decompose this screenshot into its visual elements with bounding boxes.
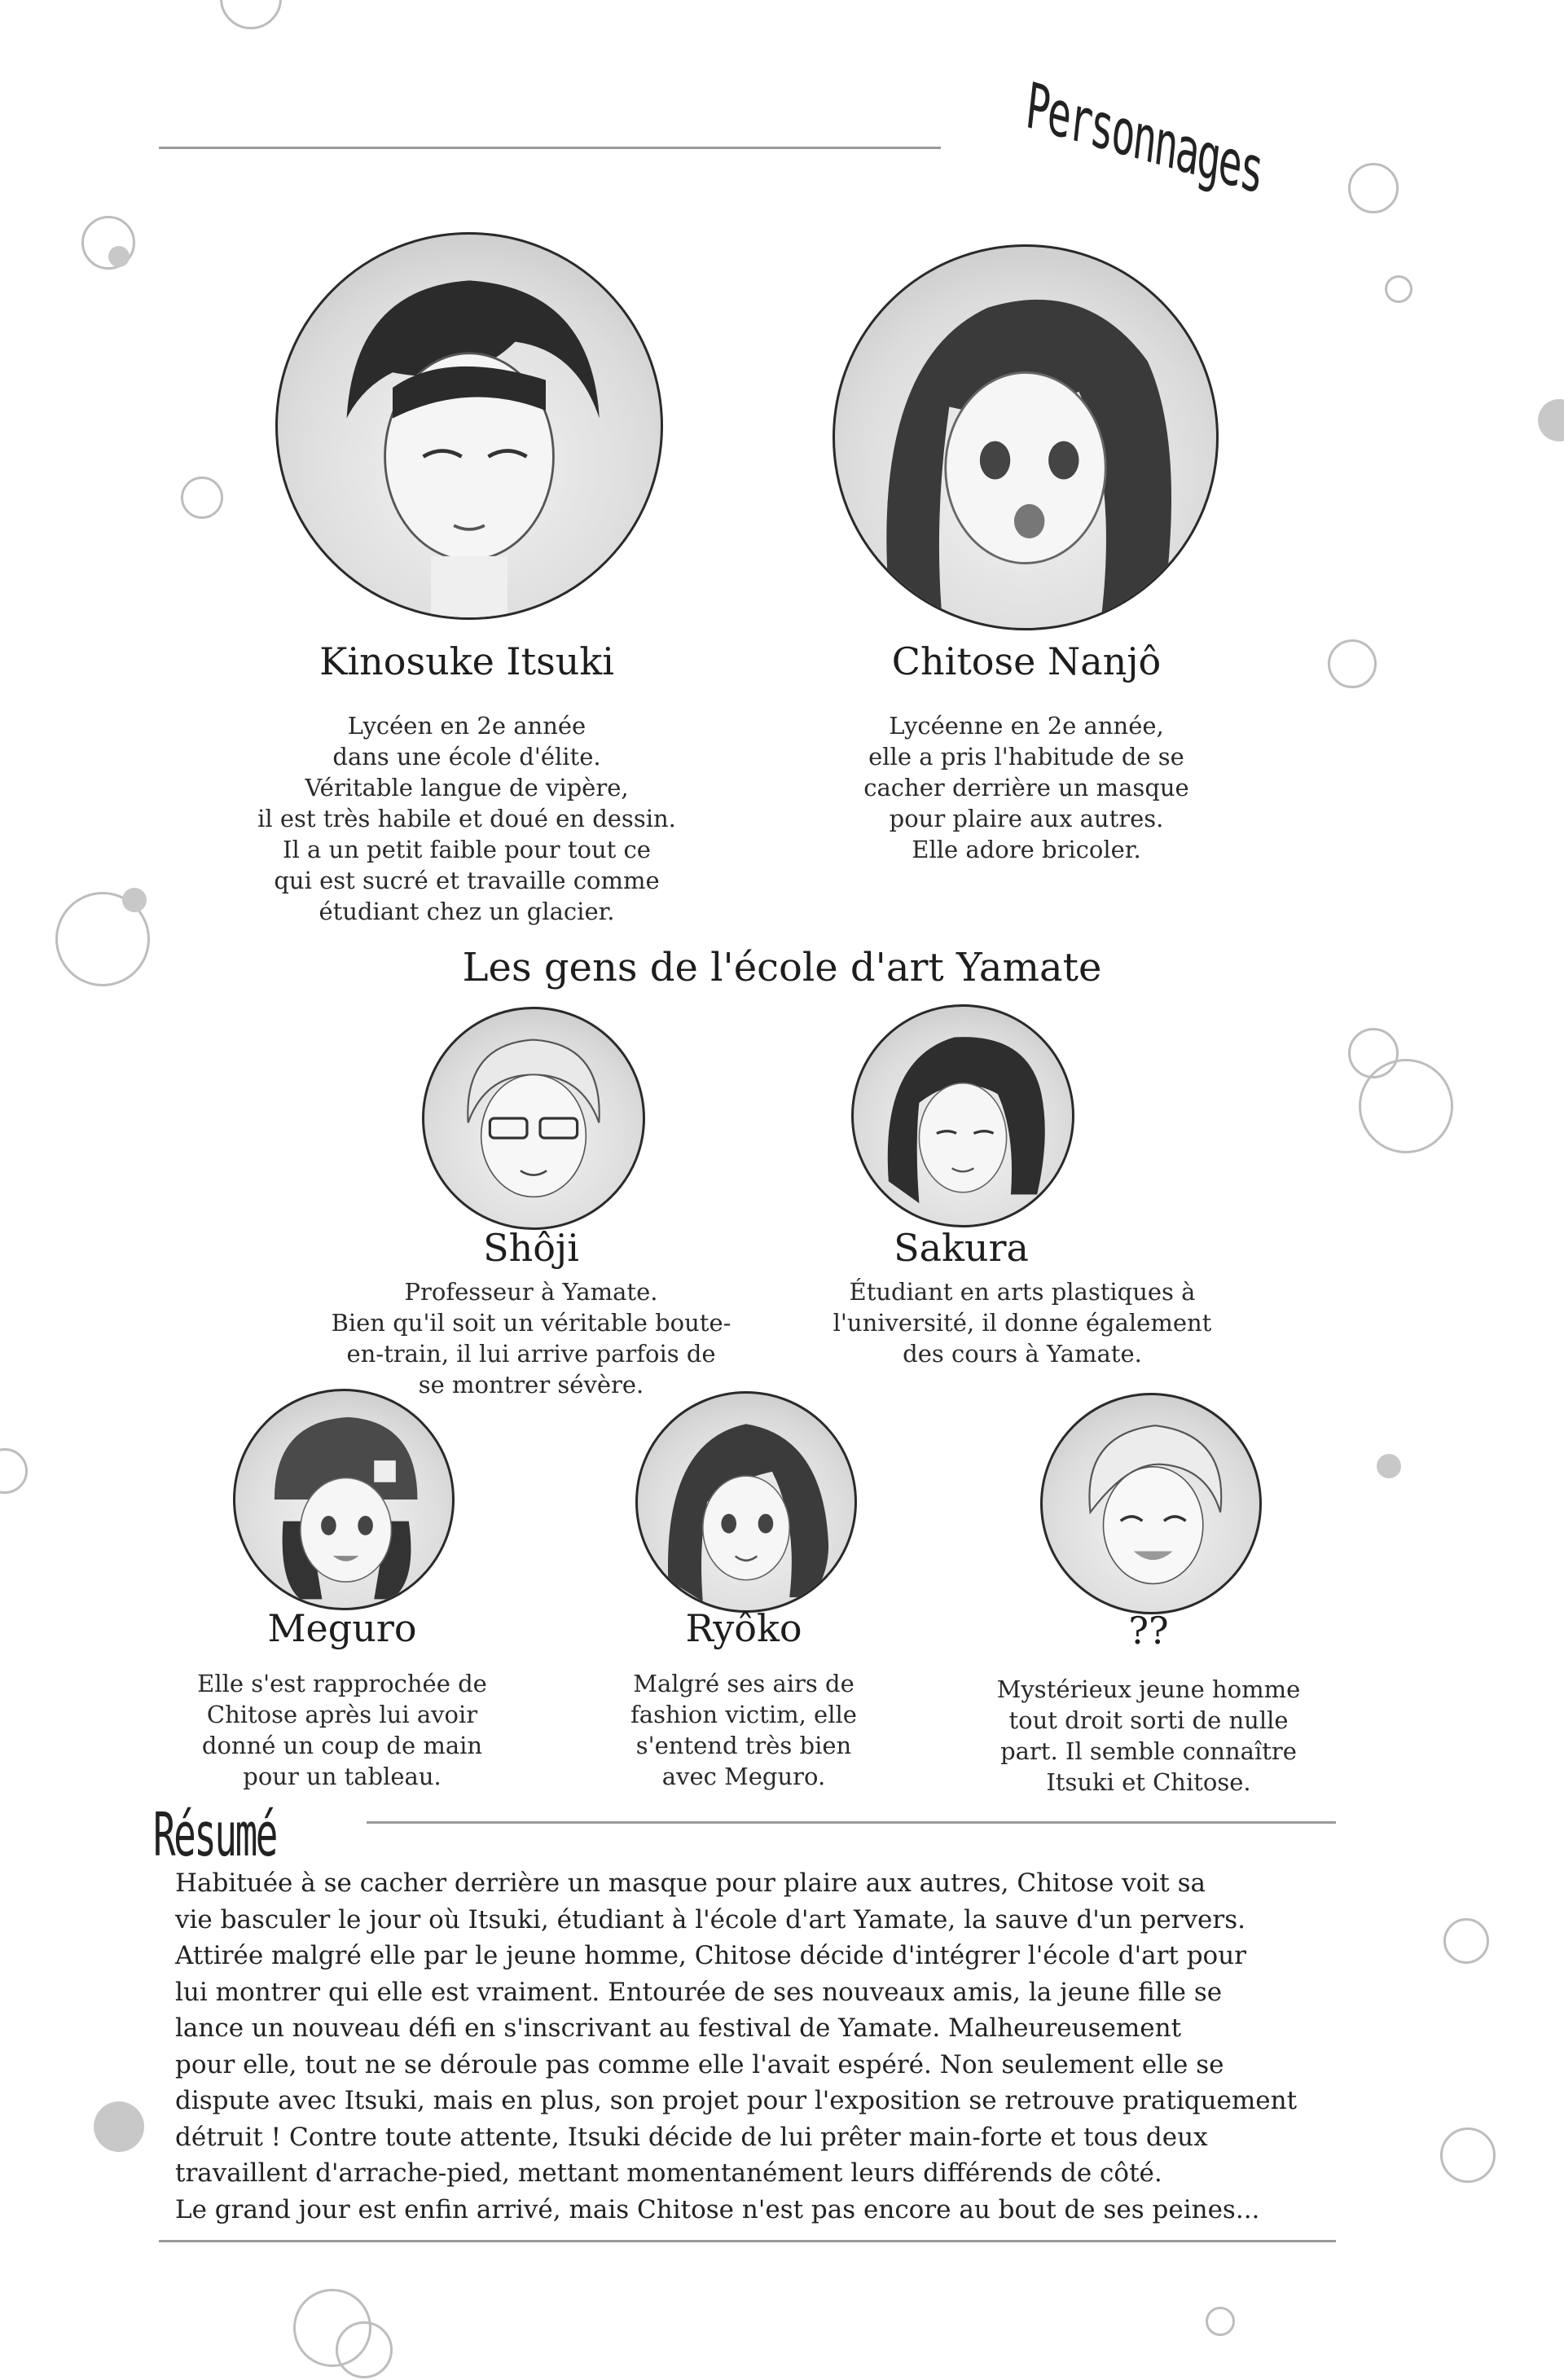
portrait-beanie-girl-icon bbox=[233, 1389, 455, 1610]
portrait-smiling-boy-icon bbox=[1040, 1393, 1262, 1614]
portrait-long-hair-man-icon bbox=[851, 1004, 1074, 1227]
bubble-dot bbox=[1377, 1454, 1401, 1478]
character-name: Kinosuke Itsuki bbox=[319, 639, 614, 683]
character-description: Lycéen en 2e année dans une école d'élite. Véritable langue de vipère, il est très habile et doué en dessin. Il a un petit faible pour tout ce qui est sucré et travaille comme étudiant chez un glacier. bbox=[257, 712, 676, 925]
character-description: Mystérieux jeune homme tout droit sorti de nulle part. Il semble connaître Itsuki et Chitose. bbox=[996, 1675, 1301, 1796]
character-name: Shôji bbox=[483, 1226, 579, 1270]
header-rule bbox=[159, 147, 941, 149]
bubble-ring bbox=[0, 1448, 28, 1494]
portrait-woman-icon bbox=[635, 1391, 857, 1613]
bubble-ring bbox=[1359, 1059, 1453, 1153]
bubble-ring bbox=[1440, 2128, 1496, 2183]
bubble-dot bbox=[108, 246, 130, 267]
bubble-ring bbox=[1348, 163, 1399, 213]
character-name: Sakura bbox=[894, 1226, 1029, 1270]
character-description: Étudiant en arts plastiques à l'université, il donne également des cours à Yamate. bbox=[833, 1278, 1212, 1368]
summary-text: Habituée à se cacher derrière un masque pour plaire aux autres, Chitose voit sa vie basculer le jour où Itsuki, étudiant à l'école d'art Yamate, la sauve d'un pervers. Attirée malgré elle par le jeune homme, Chitose décide d'intégrer l'école d'art pour lui montrer qui elle est vraiment. Entourée de ses nouveaux amis, la jeune fille se lance un nouveau défi en s'inscrivant au festival de Yamate. Malheureusement pour elle, tout ne se déroule pas comme elle l'avait espéré. Non seulement elle se dispute avec Itsuki, mais en plus, son projet pour l'exposition se retrouve pratiquement détruit ! Contre toute attente, Itsuki décide de lui prêter main-forte et tous deux travaillent d'arrache-pied, mettant momentanément leurs différends de côté. Le grand jour est enfin arrivé, mais Chitose n'est pas encore au bout de ses peines... bbox=[175, 1868, 1298, 2224]
bubble-dot bbox=[1538, 399, 1564, 441]
summary-rule-bottom bbox=[159, 2240, 1336, 2242]
portrait-boy-icon bbox=[275, 232, 663, 620]
character-description: Malgré ses airs de fashion victim, elle s'entend très bien avec Meguro. bbox=[630, 1670, 857, 1790]
bubble-ring bbox=[181, 476, 223, 519]
bubble-ring bbox=[336, 2321, 393, 2378]
portrait-girl-icon bbox=[833, 244, 1219, 630]
bubble-dot bbox=[94, 2101, 144, 2152]
summary-title: Résumé bbox=[153, 1800, 276, 1870]
character-description: Elle s'est rapprochée de Chitose après lui avoir donné un coup de main pour un tableau. bbox=[197, 1670, 487, 1790]
page-title: Personnages bbox=[1022, 69, 1266, 209]
bubble-ring bbox=[1328, 639, 1377, 688]
bubble-ring bbox=[1206, 2307, 1235, 2336]
bubble-ring bbox=[1443, 1918, 1489, 1964]
bubble-ring bbox=[1385, 275, 1412, 303]
bubble-dot bbox=[122, 888, 147, 912]
summary-rule-top bbox=[367, 1821, 1336, 1824]
character-description: Lycéenne en 2e année, elle a pris l'habitude de se cacher derrière un masque pour plaire aux autres. Elle adore bricoler. bbox=[863, 712, 1189, 863]
section-title: Les gens de l'école d'art Yamate bbox=[462, 945, 1102, 990]
character-description: Professeur à Yamate. Bien qu'il soit un véritable boute- en-train, il lui arrive parfois de se montrer sévère. bbox=[331, 1278, 731, 1399]
character-name: ?? bbox=[1128, 1609, 1169, 1653]
character-name: Meguro bbox=[267, 1606, 417, 1650]
portrait-glasses-man-icon bbox=[422, 1007, 645, 1230]
bubble-ring bbox=[220, 0, 282, 29]
character-name: Ryôko bbox=[685, 1606, 802, 1650]
character-name: Chitose Nanjô bbox=[891, 639, 1162, 683]
